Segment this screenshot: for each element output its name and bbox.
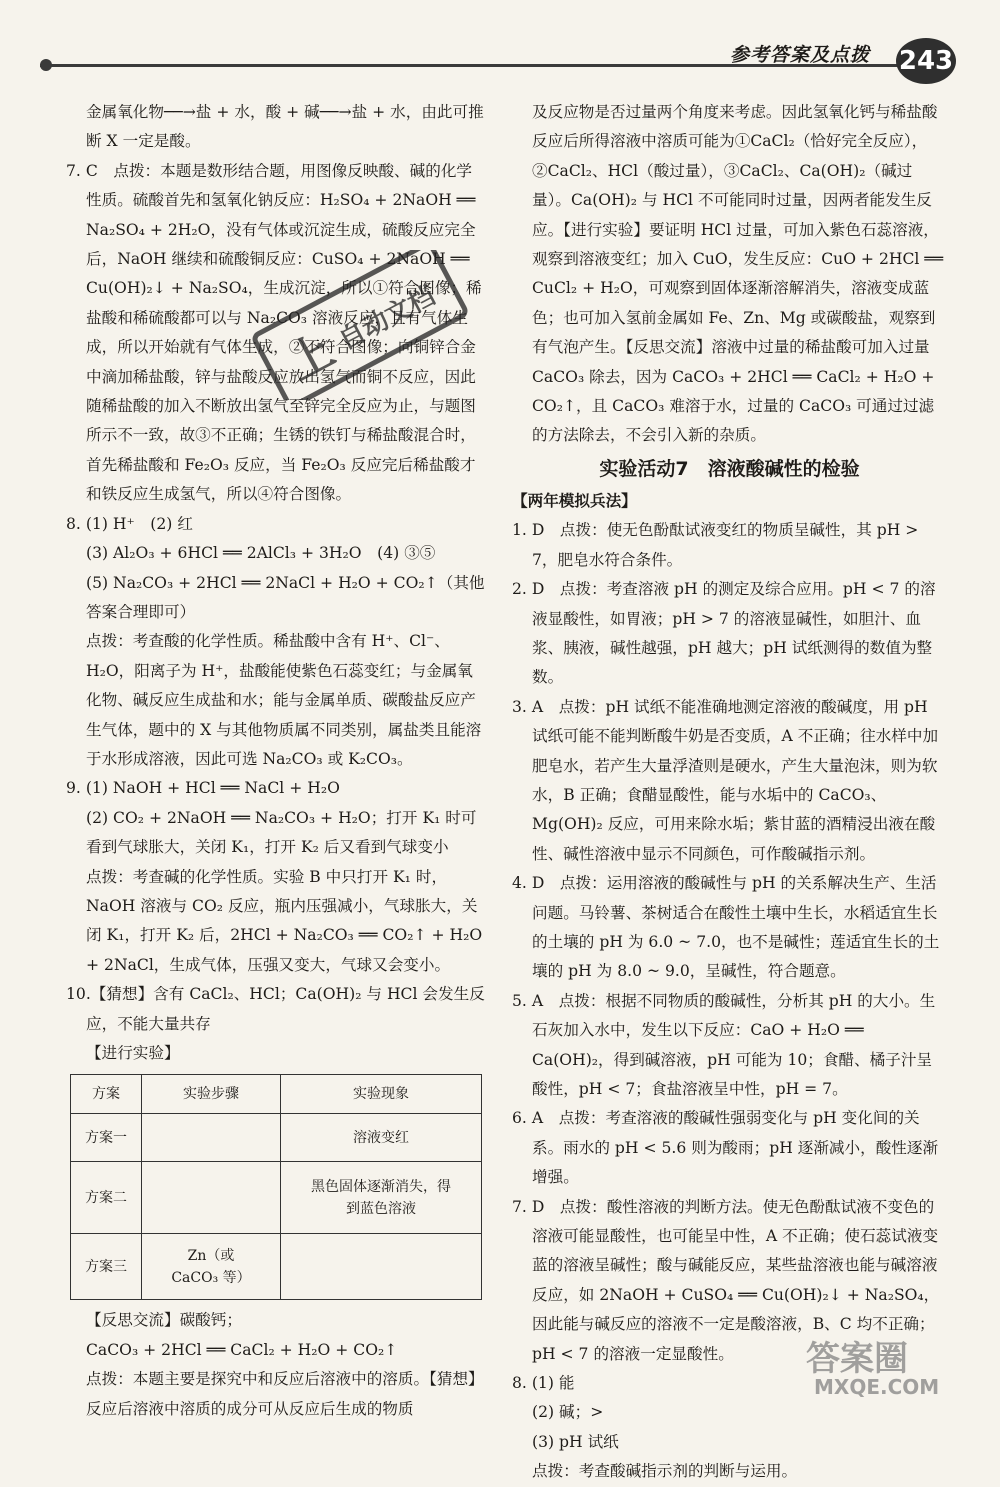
left-answers xyxy=(66,98,486,1068)
table-cell: 黑色固体逐渐消失，得到蓝色溶液 xyxy=(281,1162,482,1234)
table-cell xyxy=(142,1162,281,1234)
table-cell xyxy=(142,1114,281,1162)
right-answers-bottom xyxy=(512,516,947,1486)
experiment-table xyxy=(70,1074,482,1300)
table-header-row xyxy=(71,1075,482,1114)
answer-paragraph: 4. D 点拨：运用溶液的酸碱性与 pH 的关系解决生产、生活问题。马铃薯、茶树适合在酸性土壤中生长，水稻适宜生长的土壤的 pH 为 6.0 ~ 7.0，也不是碱性；莲适宜生长的土壤的 pH 为 8.0 ~ 9.0，呈碱性，符合题意。 xyxy=(512,874,940,981)
table-cell xyxy=(281,1234,482,1300)
answer-paragraph: 8. (1) H⁺ (2) 红 xyxy=(66,514,193,533)
answer-paragraph: 点拨：考查碱的化学性质。实验 B 中只打开 K₁ 时，NaOH 溶液与 CO₂ 反应，瓶内压强减小，气球胀大，关闭 K₁，打开 K₂ 后，2HCl + Na₂CO₃ ══ CO₂↑ + H₂O + 2NaCl，生成气体，压强又变大，气球又会变小。 xyxy=(86,867,483,974)
table-header-cell: 实验现象 xyxy=(281,1075,482,1114)
stamp-text-1: 上 xyxy=(279,324,343,390)
page-header-title: 参考答案及点拨 xyxy=(730,44,871,66)
answer-paragraph: (3) pH 试纸 xyxy=(532,1432,619,1451)
answer-paragraph: 及反应物是否过量两个角度来考虑。因此氢氧化钙与稀盐酸反应后所得溶液中溶质可能为①CaCl₂（恰好完全反应），②CaCl₂、HCl（酸过量），③CaCl₂、Ca(OH)₂（碱过量）。Ca(OH)₂ 与 HCl 不可能同时过量，因两者能发生反应。【进行实验】要证明 HCl 过量，可加入紫色石蕊溶液，观察到溶液变红；加入 CuO，发生反应：CuO + 2HCl ══ CuCl₂ + H₂O，可观察到固体逐渐溶解消失，溶液变成蓝色；也可加入氢前金属如 Fe、Zn、Mg 或碳酸盐，观察到有气泡产生。【反思交流】溶液中过量的稀盐酸可加入过量 CaCO₃ 除去，因为 CaCO₃ + 2HCl ══ CaCl₂ + H₂O + CO₂↑，且 CaCO₃ 难溶于水，过量的 CaCO₃ 可通过过滤的方法除去，不会引入新的杂质。 xyxy=(532,103,944,445)
table-cell: 方案二 xyxy=(71,1162,142,1234)
answer-paragraph: 点拨：考查酸碱指示剂的判断与运用。 xyxy=(532,1462,798,1481)
answer-paragraph: 8. (1) 能 xyxy=(512,1374,575,1393)
watermark-text-top: 答案圈 xyxy=(806,1339,908,1379)
table-cell: Zn（或 CaCO₃ 等） xyxy=(142,1234,281,1300)
left-answers-continued xyxy=(66,1306,486,1424)
answer-paragraph: (2) 碱；> xyxy=(532,1403,604,1422)
answer-paragraph: 5. A 点拨：根据不同物质的酸碱性，分析其 pH 的大小。生石灰加入水中，发生以下反应：CaO + H₂O ══ Ca(OH)₂，得到碱溶液，pH 可能为 10；食醋、橘子汁呈酸性，pH < 7；食盐溶液呈中性，pH = 7。 xyxy=(512,991,936,1098)
answer-paragraph: CaCO₃ + 2HCl ══ CaCl₂ + H₂O + CO₂↑ xyxy=(86,1340,398,1359)
answer-paragraph: 7. D 点拨：酸性溶液的判断方法。使无色酚酞试液不变色的溶液可能显酸性，也可能呈中性，A 不正确；使石蕊试液变蓝的溶液呈碱性；酸与碱能反应，某些盐溶液也能与碱溶液反应，如 2NaOH + CuSO₄ ══ Cu(OH)₂↓ + Na₂SO₄，因此能与碱反应的溶液不一定是酸溶液，B、C 均不正确；pH < 7 的溶液一定显酸性。 xyxy=(512,1197,940,1363)
right-answers-top xyxy=(512,98,947,451)
answer-paragraph: 金属氧化物──→盐 + 水，酸 + 碱──→盐 + 水，由此可推断 X 一定是酸。 xyxy=(86,103,484,151)
section-subtitle: 【两年模拟兵法】 xyxy=(512,491,637,510)
answer-paragraph: 9. (1) NaOH + HCl ══ NaCl + H₂O xyxy=(66,779,340,798)
answer-paragraph: 1. D 点拨：使无色酚酞试液变红的物质呈碱性，其 pH > 7，肥皂水符合条件。 xyxy=(512,521,919,569)
answer-paragraph: 10.【猜想】含有 CaCl₂、HCl；Ca(OH)₂ 与 HCl 会发生反应，不能大量共存 xyxy=(66,985,485,1033)
answer-paragraph: 2. D 点拨：考查溶液 pH 的测定及综合应用。pH < 7 的溶液显酸性，如胃液；pH > 7 的溶液显碱性，如胆汁、血浆、胰液，碱性越强，pH 越大；pH 试纸测得的数值为整数。 xyxy=(512,580,936,687)
answer-paragraph: 点拨：考查酸的化学性质。稀盐酸中含有 H⁺、Cl⁻、H₂O，阳离子为 H⁺，盐酸能使紫色石蕊变红；与金属氧化物、碱反应生成盐和水；能与金属单质、碳酸盐反应产生气体，题中的 X 与其他物质属不同类别，属盐类且能溶于水形成溶液，因此可选 Na₂CO₃ 或 K₂CO₃。 xyxy=(86,632,482,768)
section-title: 实验活动7 溶液酸碱性的检验 xyxy=(599,457,860,480)
answer-paragraph: 6. A 点拨：考查溶液的酸碱性强弱变化与 pH 变化间的关系。雨水的 pH < 5.6 则为酸雨；pH 逐渐减小，酸性逐渐增强。 xyxy=(512,1109,939,1187)
answer-paragraph: (3) Al₂O₃ + 6HCl ══ 2AlCl₃ + 3H₂O (4) ③⑤ xyxy=(86,544,436,563)
table-row xyxy=(71,1234,482,1300)
table-row xyxy=(71,1162,482,1234)
answer-paragraph: 【反思交流】碳酸钙； xyxy=(86,1311,242,1330)
table-cell: 方案一 xyxy=(71,1114,142,1162)
table-header-cell: 实验步骤 xyxy=(142,1075,281,1114)
stamp-text-2: 自动文档 xyxy=(334,280,441,357)
right-column xyxy=(512,98,947,1487)
table-cell: 方案三 xyxy=(71,1234,142,1300)
table-header-cell: 方案 xyxy=(71,1075,142,1114)
page-number-badge: 243 xyxy=(896,38,956,84)
left-column xyxy=(66,98,486,1424)
table-cell: 溶液变红 xyxy=(281,1114,482,1162)
answer-paragraph: 7. C 点拨：本题是数形结合题，用图像反映酸、碱的化学性质。硫酸首先和氢氧化钠反应：H₂SO₄ + 2NaOH ══ Na₂SO₄ + 2H₂O，没有气体或沉淀生成，硫酸反应完全后，NaOH 继续和硫酸铜反应：CuSO₄ + 2NaOH ══ Cu(OH)₂↓ + Na₂SO₄，生成沉淀，所以①符合图像；稀盐酸和稀硫酸都可以与 Na₂CO₃ 溶液反应，且有气体生成，所以开始就有气体生成，②不符合图像；向铜锌合金中滴加稀盐酸，锌与盐酸反应放出氢气而铜不反应，因此随稀盐酸的加入不断放出氢气至锌完全反应为止，与题图所示不一致，故③不正确；生锈的铁钉与稀盐酸混合时，首先稀盐酸和 Fe₂O₃ 反应，当 Fe₂O₃ 反应完后稀盐酸才和铁反应生成氢气，所以④符合图像。 xyxy=(66,161,482,504)
answer-paragraph: (5) Na₂CO₃ + 2HCl ══ 2NaCl + H₂O + CO₂↑（其他答案合理即可） xyxy=(86,573,485,621)
table-row xyxy=(71,1114,482,1162)
answer-paragraph: 3. A 点拨：pH 试纸不能准确地测定溶液的酸碱度，用 pH 试纸可能不能判断酸牛奶是否变质，A 不正确；往水样中加肥皂水，若产生大量浮渣则是硬水，产生大量泡沫，则为软水，B 正确；食醋显酸性，能与水垢中的 CaCO₃、Mg(OH)₂ 反应，可用来除水垢；紫甘蓝的酒精浸出液在酸性、碱性溶液中显示不同颜色，可作酸碱指示剂。 xyxy=(512,697,939,863)
answer-paragraph: (2) CO₂ + 2NaOH ══ Na₂CO₃ + H₂O；打开 K₁ 时可看到气球胀大，关闭 K₁，打开 K₂ 后又看到气球变小 xyxy=(86,808,477,857)
answer-paragraph: 点拨：本题主要是探究中和反应后溶液中的溶质。【猜想】反应后溶液中溶质的成分可从反应后生成的物质 xyxy=(86,1370,484,1418)
watermark-text-bottom: MXQE.COM xyxy=(814,1375,940,1399)
answer-paragraph: 【进行实验】 xyxy=(86,1044,180,1062)
